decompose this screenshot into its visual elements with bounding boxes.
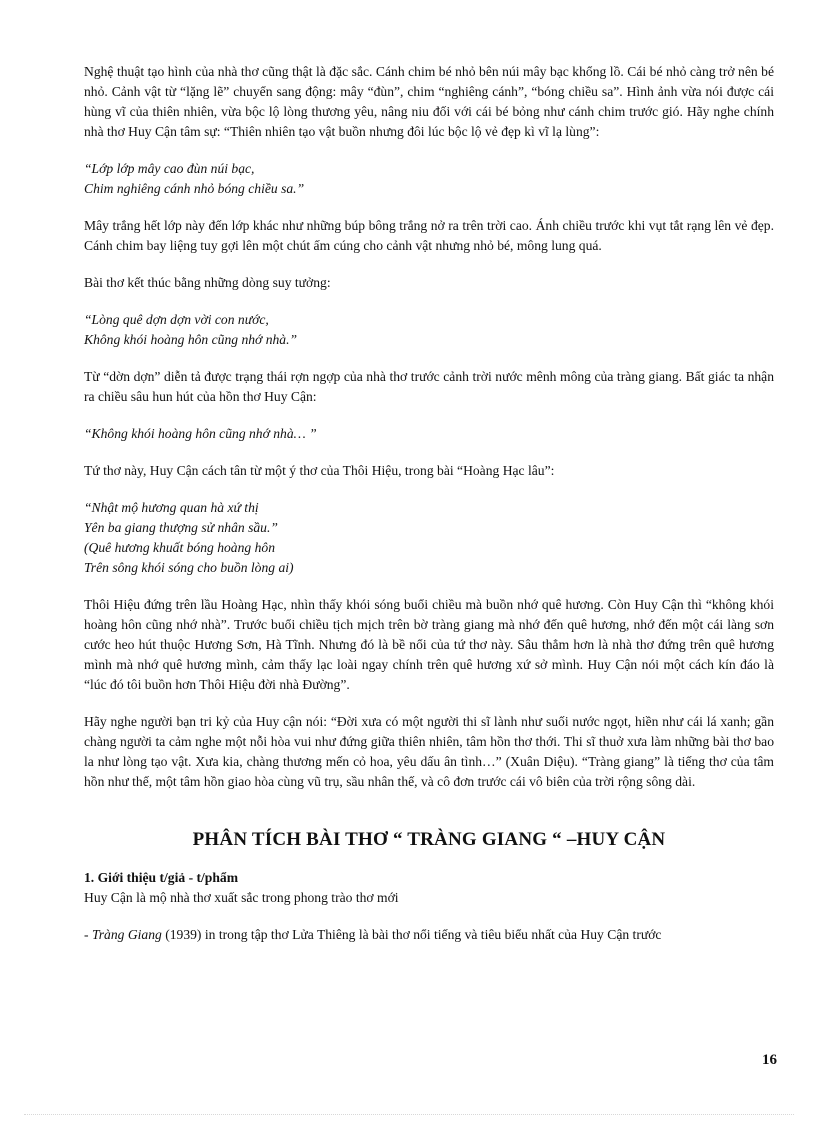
work-title: Tràng Giang (91, 927, 162, 942)
paragraph-last (84, 925, 774, 945)
verse-line: Chim nghiêng cánh nhỏ bóng chiều sa.” (84, 181, 305, 196)
section-title: PHÂN TÍCH BÀI THƠ “ TRÀNG GIANG “ –HUY CẬN (192, 829, 666, 850)
section-subtitle: 1. Giới thiệu t/giả - t/phẩm (84, 870, 239, 885)
verse-block (84, 498, 774, 578)
verse-line: Yên ba giang thượng sử nhân sầu.” (84, 520, 278, 535)
verse-line: Không khói hoàng hôn cũng nhớ nhà.” (84, 332, 298, 347)
paragraph: Tứ thơ này, Huy Cận cách tân từ một ý thơ của Thôi Hiệu, trong bài “Hoàng Hạc lâu”: (84, 463, 555, 478)
page-bottom-rule (24, 1114, 794, 1115)
verse-line: “Lớp lớp mây cao đùn núi bạc, (84, 161, 255, 176)
verse-block (84, 159, 774, 199)
list-dash: - (84, 927, 92, 942)
verse-block (84, 310, 774, 350)
verse-line: “Không khói hoàng hôn cũng nhớ nhà… ” (84, 426, 317, 441)
intro-line: Huy Cận là mộ nhà thơ xuất sắc trong phong trào thơ mới (84, 890, 399, 905)
paragraph-text: (1939) in trong tập thơ Lửa Thiêng là bài thơ nổi tiếng và tiêu biểu nhất của Huy Cận trước (161, 927, 662, 942)
verse-block (84, 424, 774, 444)
page-number: 16 (762, 1052, 777, 1068)
paragraph: Hãy nghe người bạn tri kỷ của Huy cận nói: “Đời xưa có một người thi sĩ lành như suối nước ngọt, hiền như cái lá xanh; gần chàng người ta cảm nghe một nỗi hòa vui như đứng giữa thiên nhiên, tâm hồn thơ thới. Thi sĩ thuở xưa làm những bài thơ bao la như lòng tạo vật. Xưa kia, chàng thương mến cỏ hoa, yêu dấu ân tình…” (Xuân Diệu). “Tràng giang” là tiếng thơ của tâm hồn như thế, một tâm hồn giao hòa cùng vũ trụ, sầu nhân thế, và cô đơn trước cái vô biên của trời rộng sông dài. (84, 714, 774, 789)
paragraph: Bài thơ kết thúc bằng những dòng suy tưởng: (84, 275, 331, 290)
paragraph: Từ “dờn dợn” diễn tả được trạng thái rợn ngợp của nhà thơ trước cảnh trời nước mênh mông của tràng giang. Bất giác ta nhận ra chiều sâu hun hút của hồn thơ Huy Cận: (84, 369, 774, 404)
document-body (84, 62, 774, 962)
verse-line: Trên sông khói sóng cho buồn lòng ai) (84, 560, 294, 575)
paragraph: Thôi Hiệu đứng trên lầu Hoàng Hạc, nhìn thấy khói sóng buổi chiều mà buồn nhớ quê hương. Còn Huy Cận thì “không khói hoàng hôn cũng nhớ nhà”. Trước buổi chiều tịch mịch trên bờ tràng giang mà nhớ đến quê hương, nhớ đến một cái làng sơn cước heo hút thuộc Hương Sơn, Hà Tĩnh. Nhưng đó là bề nổi của tứ thơ này. Sâu thẳm hơn là nhà thơ đứng trên quê hương mình mà nhớ quê hương mình, cảm thấy lạc loài ngay chính trên quê hương xứ sở mình. Huy Cận nói một cách kín đáo là “lúc đó tôi buồn hơn Thôi Hiệu đời nhà Đường”. (84, 597, 774, 692)
paragraph: Nghệ thuật tạo hình của nhà thơ cũng thật là đặc sắc. Cánh chim bé nhỏ bên núi mây bạc khổng lồ. Cái bé nhỏ càng trở nên bé nhỏ. Cảnh vật từ “lặng lẽ” chuyển sang động: mây “đùn”, chim “nghiêng cánh”, “bóng chiều sa”. Hình ảnh vừa nói được cái hùng vĩ của thiên nhiên, vừa bộc lộ lòng thương yêu, nâng niu đối với cái bé bỏng như cánh chim trước gió. Hãy nghe chính nhà thơ Huy Cận tâm sự: “Thiên nhiên tạo vật buồn nhưng đôi lúc bộc lộ vẻ đẹp kì vĩ lạ lùng”: (84, 64, 774, 139)
verse-line: “Lòng quê dợn dợn vời con nước, (84, 312, 269, 327)
paragraph: Mây trắng hết lớp này đến lớp khác như những búp bông trắng nở ra trên trời cao. Ánh chiều trước khi vụt tắt rạng lên vẻ đẹp. Cánh chim bay liệng tuy gợi lên một chút ấm cúng cho cảnh vật nhưng nhỏ bé, mông lung quá. (84, 218, 774, 253)
verse-line: (Quê hương khuất bóng hoàng hôn (84, 540, 275, 555)
verse-line: “Nhật mộ hương quan hà xứ thị (84, 500, 259, 515)
